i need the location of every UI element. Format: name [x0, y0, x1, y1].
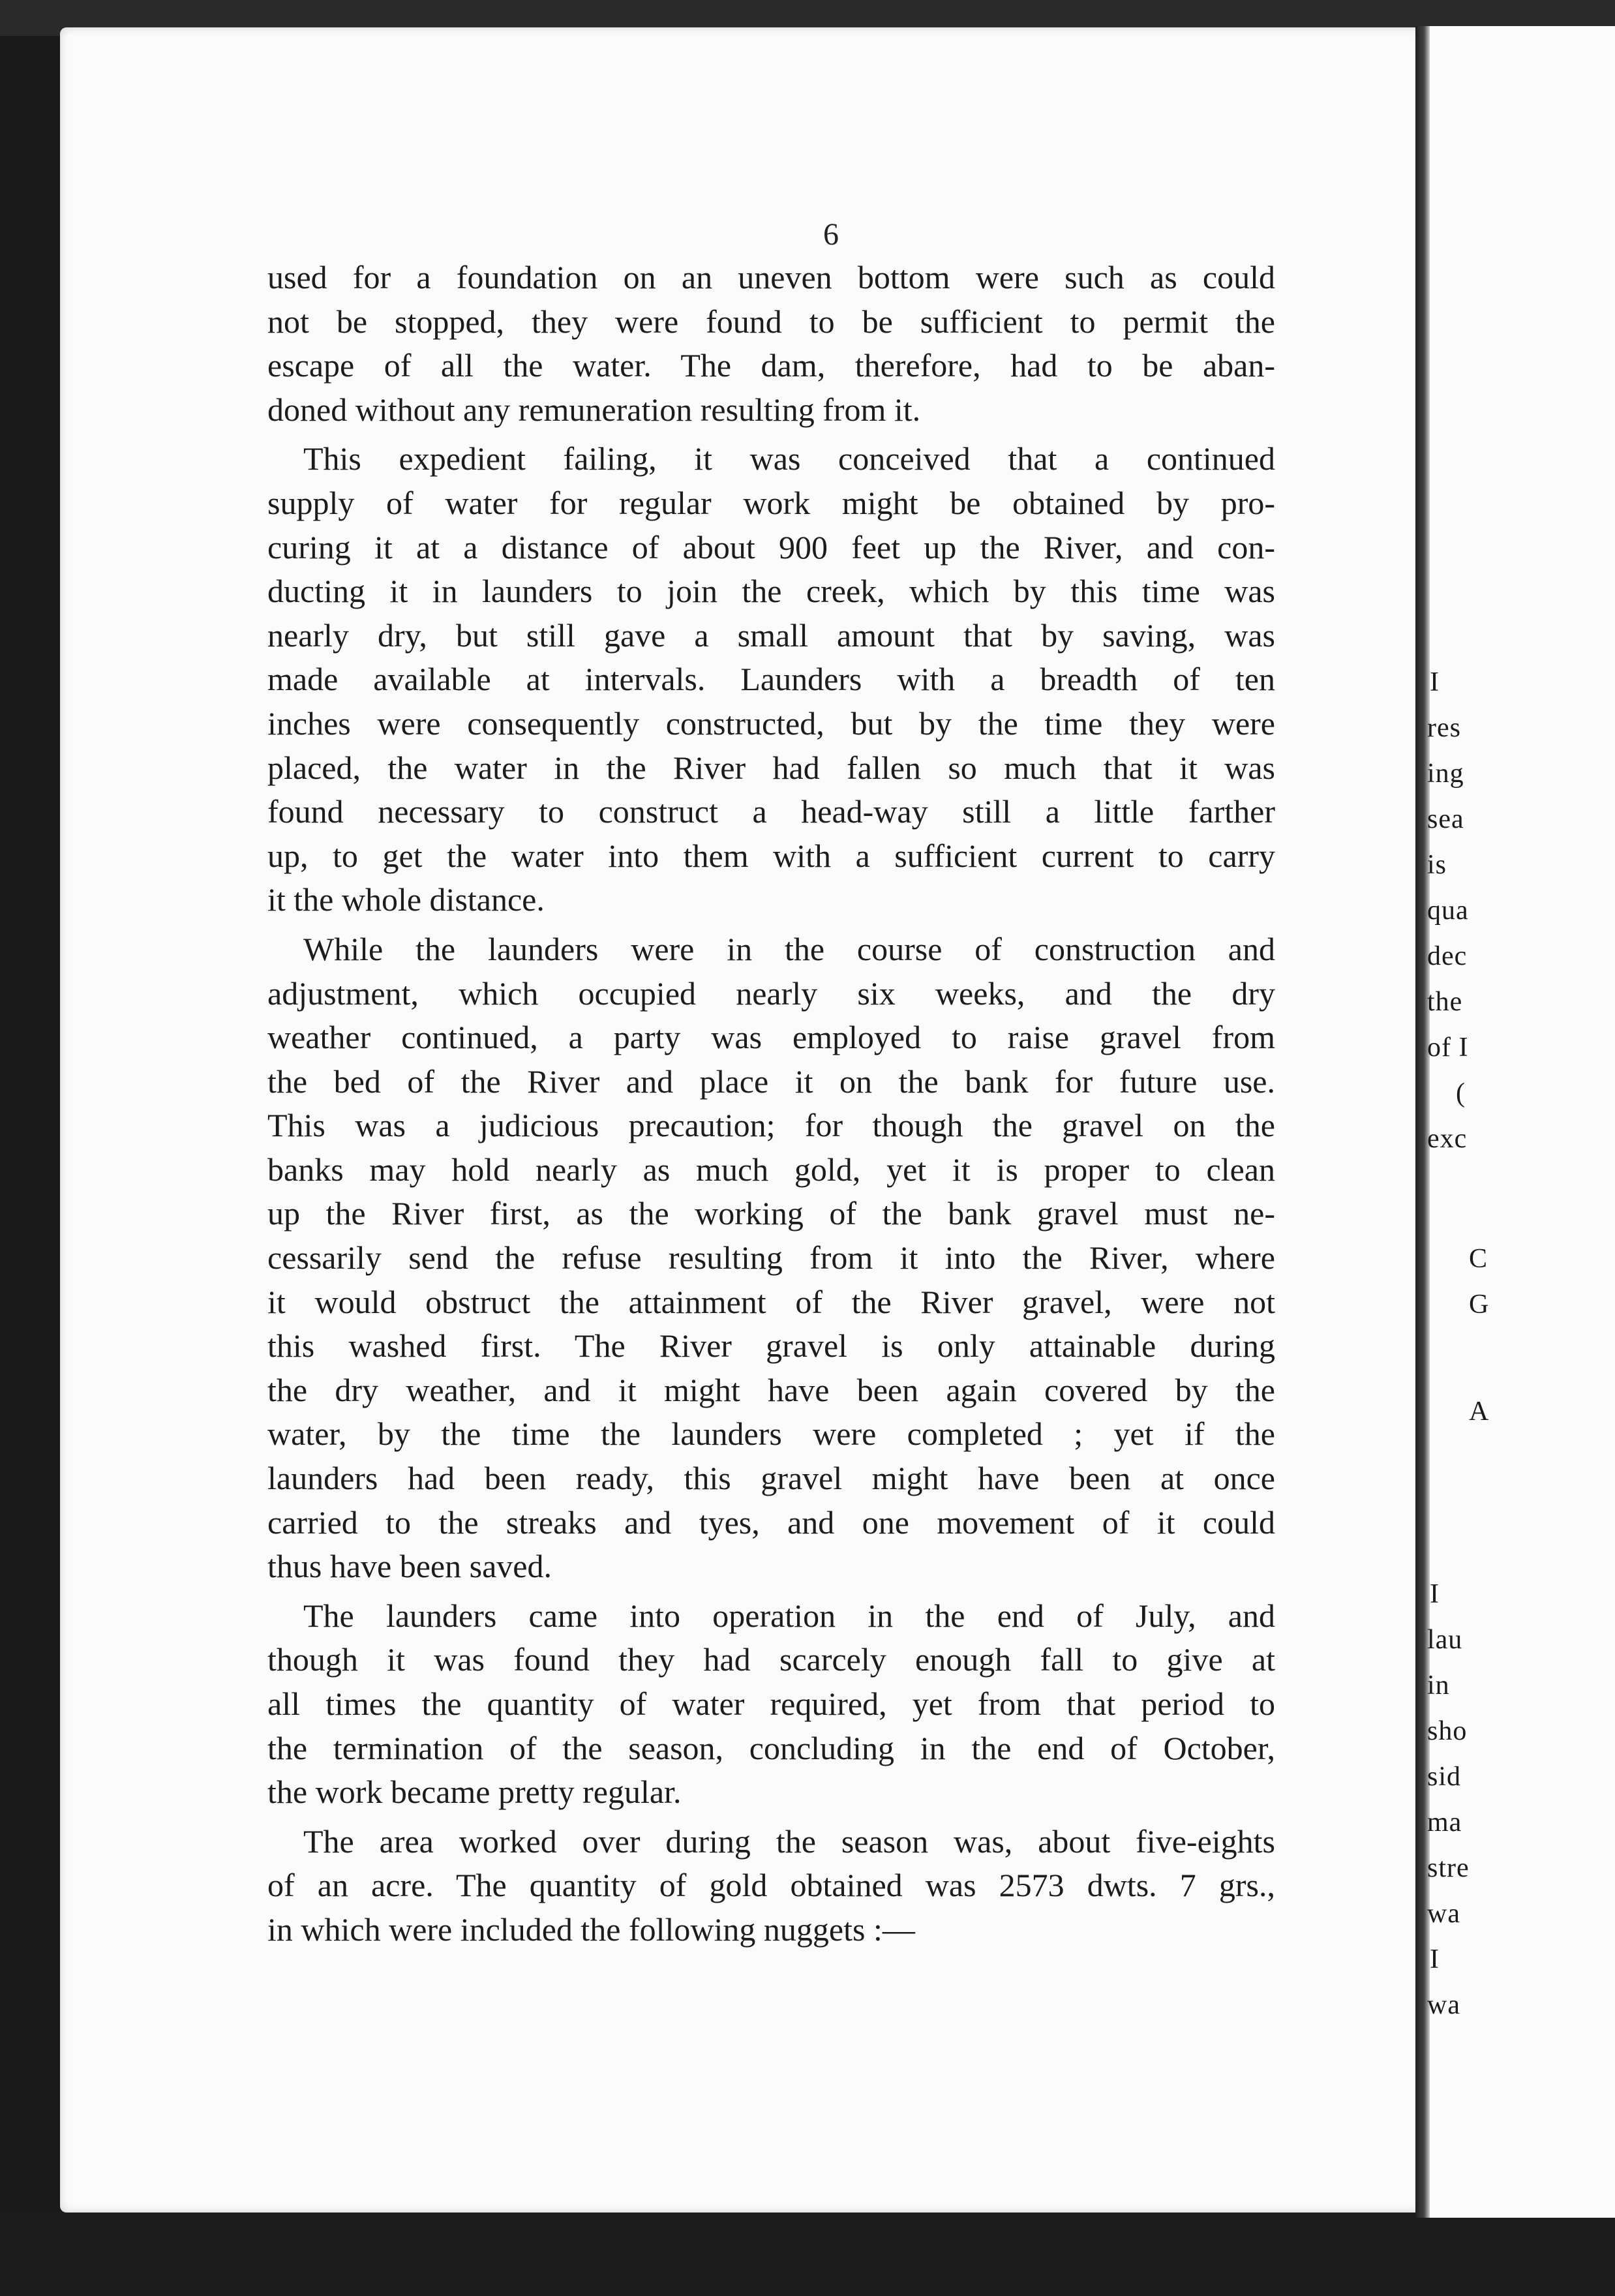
book-gutter — [1415, 26, 1430, 2218]
text-line: the work became pretty regular. — [267, 1774, 682, 1811]
text-line: the bed of the River and place it on the bank for future use. — [267, 1063, 1275, 1100]
facing-page-fragment: wa — [1427, 1990, 1460, 2020]
text-line: The area worked over during the season was, about five-eights — [303, 1822, 1275, 1860]
facing-page-fragment: dec — [1427, 941, 1468, 971]
facing-page-fragment: sid — [1427, 1762, 1462, 1792]
text-line: all times the quantity of water required, yet from that period to — [267, 1685, 1275, 1722]
facing-page-fragment: res — [1427, 713, 1461, 743]
text-line: doned without any remuneration resulting from it. — [267, 391, 921, 428]
text-line: inches were consequently constructed, but by the time they were — [267, 704, 1275, 742]
text-line: launders had been ready, this gravel might have been at once — [267, 1460, 1275, 1497]
text-line: thus have been saved. — [267, 1548, 552, 1585]
facing-page-fragment: I — [1430, 1944, 1440, 1974]
facing-page-fragment: the — [1427, 987, 1463, 1017]
text-line: water, by the time the launders were completed ; yet if the — [267, 1415, 1275, 1453]
text-line: While the launders were in the course of construction and — [303, 930, 1275, 967]
facing-page-fragment: lau — [1427, 1625, 1463, 1655]
facing-page-fragment: exc — [1427, 1124, 1468, 1154]
facing-page-fragment: stre — [1427, 1853, 1470, 1883]
body-text — [267, 256, 1275, 1952]
text-line: cessarily send the refuse resulting from it into the River, where — [267, 1239, 1275, 1276]
text-line: used for a foundation on an uneven bottom were such as could — [267, 259, 1275, 295]
facing-page-fragment: ma — [1427, 1807, 1462, 1837]
text-line: adjustment, which occupied nearly six weeks, and the dry — [267, 974, 1275, 1012]
text-line: made available at intervals. Launders with a breadth of ten — [267, 661, 1275, 698]
facing-page-fragment: wa — [1427, 1899, 1460, 1929]
facing-page-fragment: I — [1430, 667, 1440, 697]
text-line: it would obstruct the attainment of the River gravel, were not — [267, 1283, 1275, 1320]
text-line: This expedient failing, it was conceived that a continued — [303, 440, 1275, 477]
text-line: of an acre. The quantity of gold obtained was 2573 dwts. 7 grs., — [267, 1867, 1275, 1904]
text-line: the dry weather, and it might have been again covered by the — [267, 1371, 1275, 1408]
text-line: The launders came into operation in the end of July, and — [303, 1597, 1275, 1634]
text-line: up the River first, as the working of the bank gravel must ne- — [267, 1195, 1275, 1232]
facing-page-edge — [1427, 26, 1615, 2218]
text-line: though it was found they had scarcely enough fall to give at — [267, 1641, 1275, 1678]
text-line: the termination of the season, concluding in the end of October, — [267, 1729, 1275, 1766]
facing-page-fragment: of I — [1427, 1033, 1469, 1063]
text-line: nearly dry, but still gave a small amount that by saving, was — [267, 616, 1275, 654]
text-line: this washed first. The River gravel is only attainable during — [267, 1327, 1275, 1365]
scan-border-bottom — [0, 2211, 1615, 2296]
facing-page-fragment: ( — [1456, 1078, 1466, 1108]
text-line: carried to the streaks and tyes, and one movement of it could — [267, 1503, 1275, 1541]
facing-page-fragment: ing — [1427, 759, 1464, 789]
text-line: in which were included the following nuggets :— — [267, 1911, 915, 1948]
facing-page-fragment: A — [1469, 1397, 1490, 1427]
text-line: escape of all the water. The dam, therefore, had to be aban- — [267, 347, 1275, 384]
text-line: it the whole distance. — [267, 881, 545, 918]
facing-page-fragment: is — [1427, 850, 1447, 880]
facing-page-fragment: sea — [1427, 804, 1464, 834]
text-line: placed, the water in the River had fallen so much that it was — [267, 749, 1275, 786]
text-line: supply of water for regular work might be obtained by pro- — [267, 484, 1275, 521]
facing-page-fragment: I — [1430, 1579, 1440, 1609]
text-line: weather continued, a party was employed to raise gravel from — [267, 1019, 1275, 1056]
text-line: This was a judicious precaution; for though the gravel on the — [267, 1107, 1275, 1144]
text-line: found necessary to construct a head-way still a little farther — [267, 793, 1275, 830]
facing-page-fragment: C — [1469, 1244, 1488, 1274]
text-line: ducting it in launders to join the creek, which by this time was — [267, 573, 1275, 610]
facing-page-fragment: G — [1469, 1290, 1490, 1320]
page-number: 6 — [823, 217, 839, 252]
text-line: up, to get the water into them with a sufficient current to carry — [267, 837, 1275, 874]
facing-page-fragment: qua — [1427, 896, 1469, 926]
facing-page-fragment: in — [1427, 1670, 1450, 1700]
facing-page-fragment: sho — [1427, 1716, 1468, 1746]
text-line: banks may hold nearly as much gold, yet it is proper to clean — [267, 1151, 1275, 1188]
text-line: not be stopped, they were found to be sufficient to permit the — [267, 303, 1275, 340]
text-line: curing it at a distance of about 900 feet up the River, and con- — [267, 528, 1275, 566]
